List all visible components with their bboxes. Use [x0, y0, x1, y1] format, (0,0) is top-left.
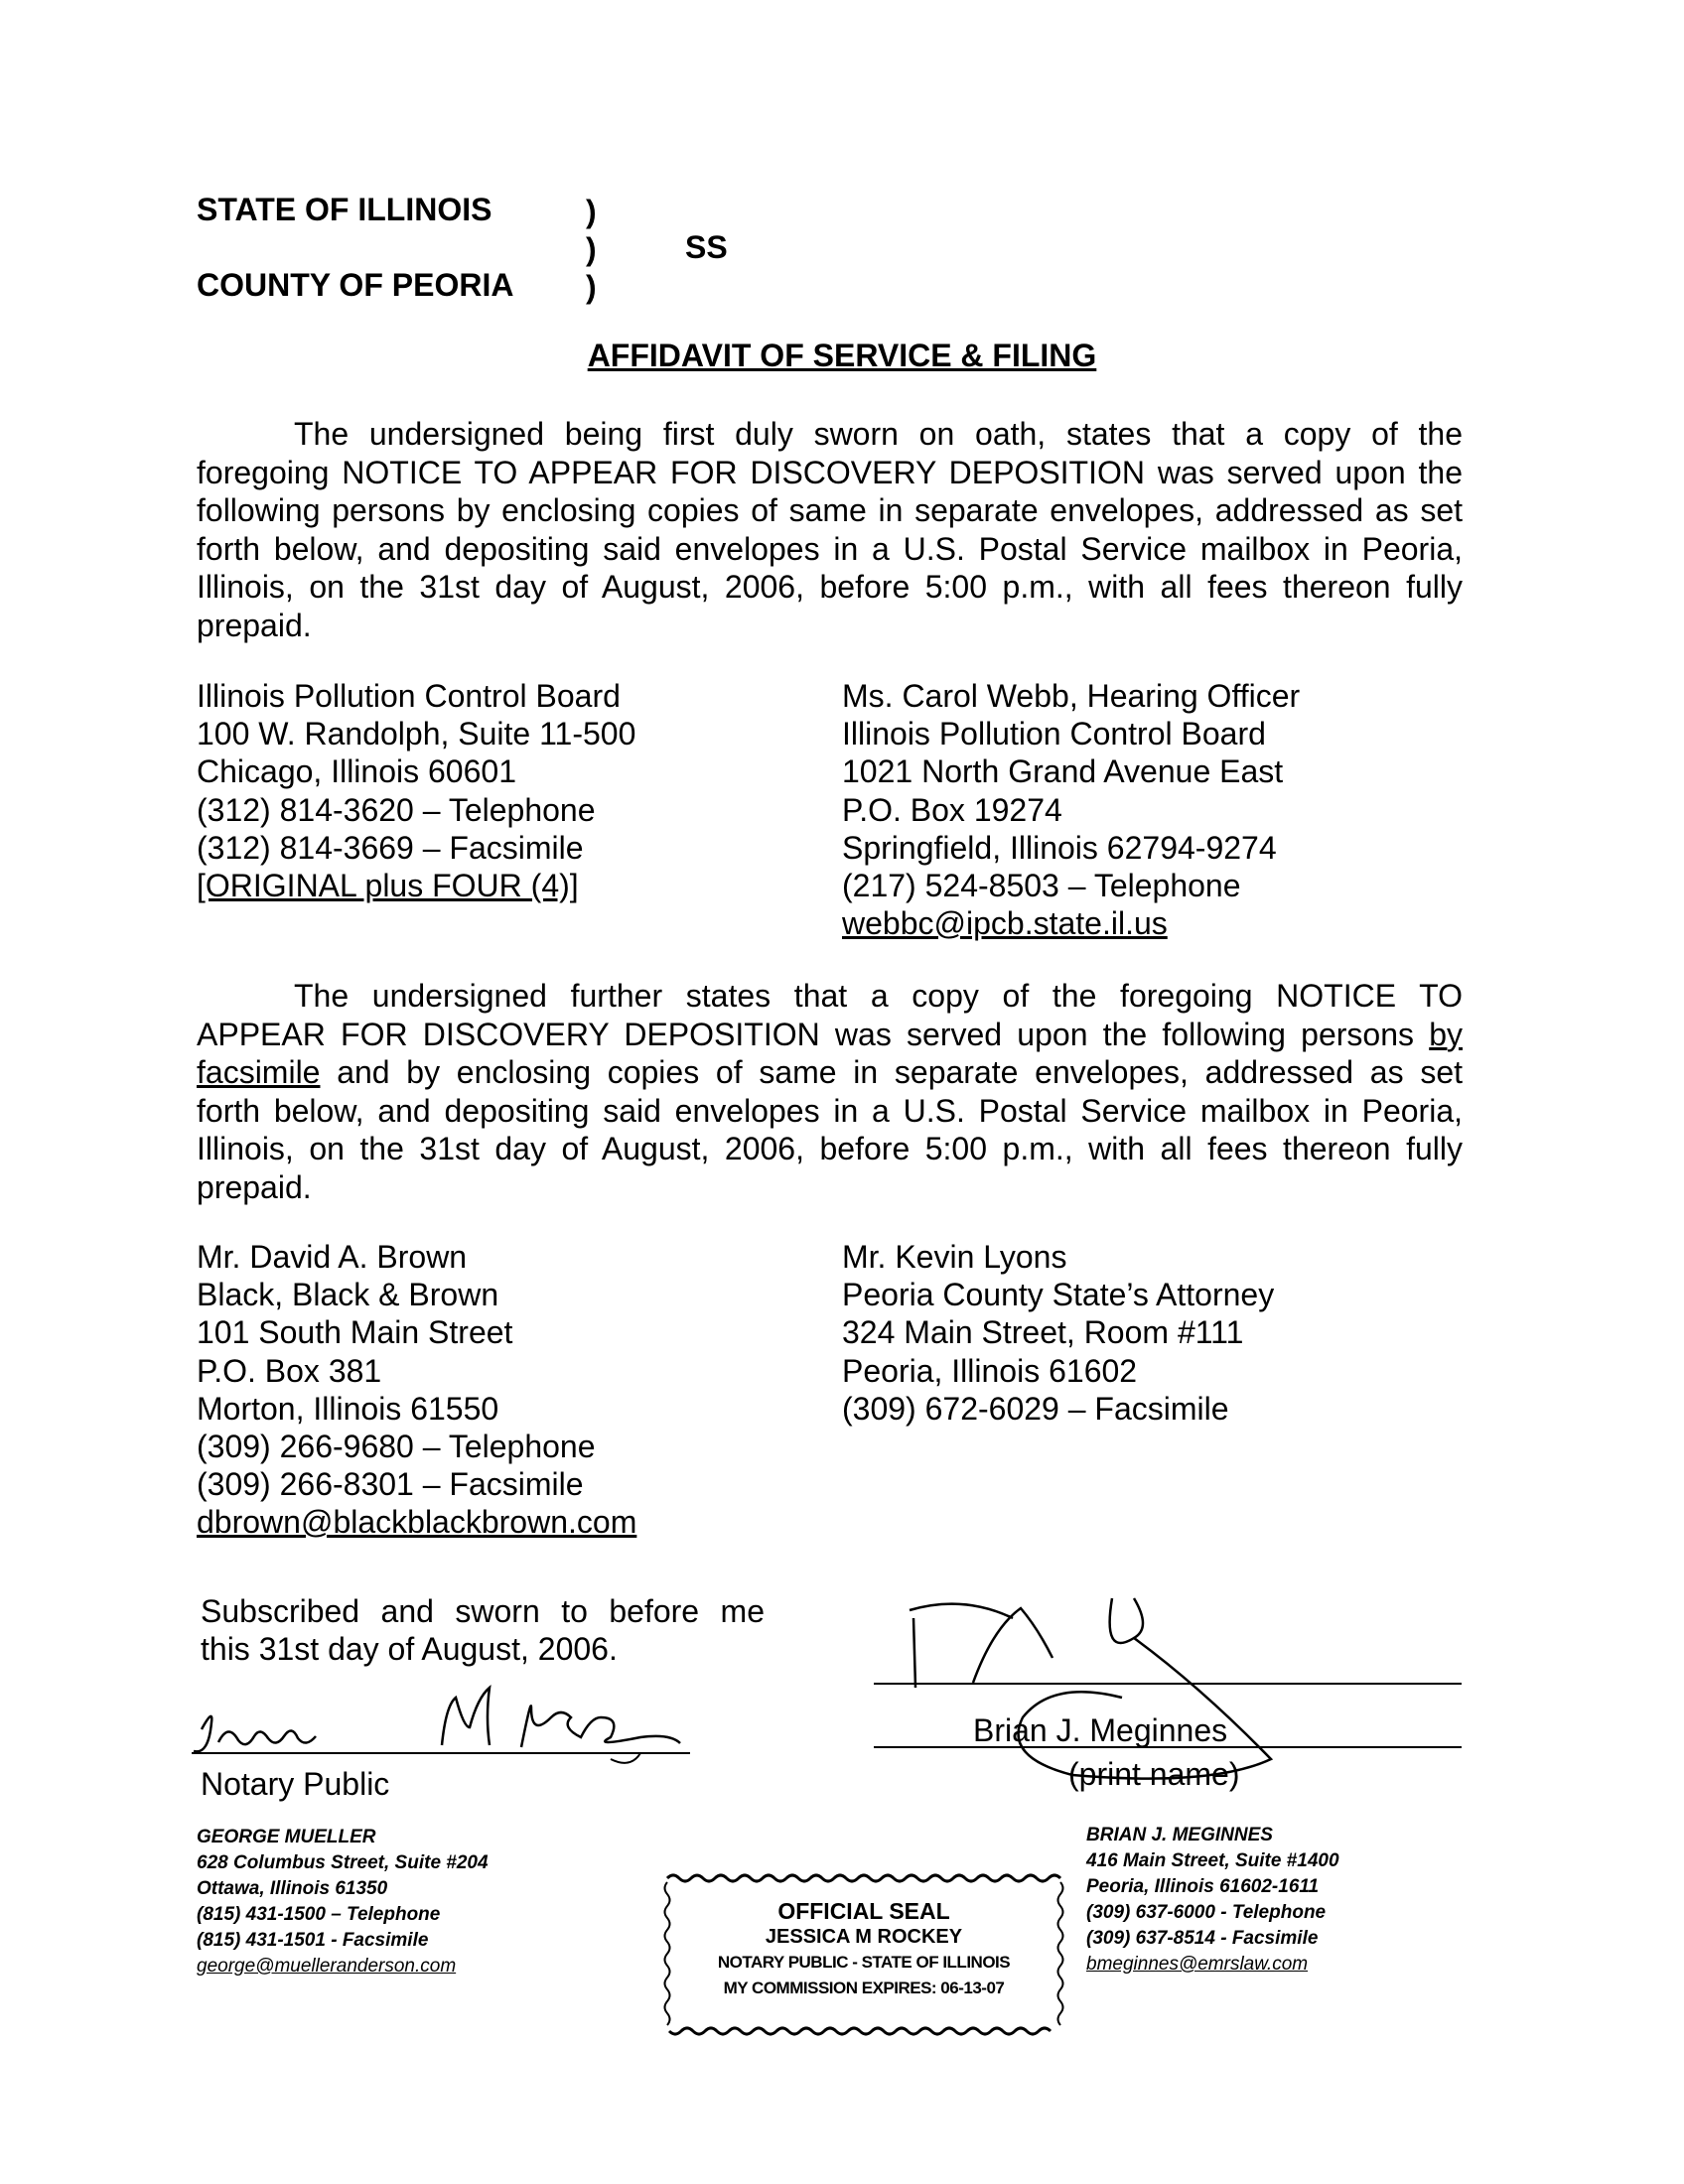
caption-paren-3: ): [586, 269, 597, 305]
county-caption: COUNTY OF PEORIA: [197, 267, 514, 303]
attorney-line: GEORGE MUELLER: [197, 1827, 376, 1847]
attorney-line: (815) 431-1501 - Facsimile: [197, 1930, 429, 1951]
address-line: (217) 524-8503 – Telephone: [842, 868, 1241, 904]
para1-line-4: forth below, and depositing said envelopes in a U.S. Postal Service mailbox in Peoria,: [197, 530, 1463, 567]
attorney-line: (815) 431-1500 – Telephone: [197, 1904, 441, 1925]
attorney-line: (309) 637-8514 - Facsimile: [1086, 1928, 1319, 1949]
service-paragraph-1: [197, 415, 1463, 644]
notary-signature: [184, 1668, 700, 1777]
jurat-line-1: Subscribed and sworn to before me: [201, 1593, 765, 1629]
address-line: Ms. Carol Webb, Hearing Officer: [842, 678, 1301, 714]
para1-line-1: The undersigned being first duly sworn on oath, states that a copy of the: [294, 416, 1463, 452]
address-line: Morton, Illinois 61550: [197, 1390, 499, 1427]
attorney-block-mueller: [197, 1825, 489, 1979]
address-line: (312) 814-3620 – Telephone: [197, 791, 596, 828]
para2-line-3: [197, 1053, 1463, 1092]
address-line: [ORIGINAL plus FOUR (4)]: [197, 868, 579, 904]
para1-line-3: following persons by enclosing copies of same in separate envelopes, addressed as set: [197, 492, 1463, 528]
para2-line-2: [197, 1016, 1463, 1054]
attorney-line: 628 Columbus Street, Suite #204: [197, 1852, 489, 1873]
address-line: 324 Main Street, Room #111: [842, 1314, 1244, 1351]
address-line: Illinois Pollution Control Board: [842, 716, 1266, 752]
address-line: P.O. Box 19274: [842, 791, 1062, 828]
notary-public-label: Notary Public: [201, 1766, 390, 1802]
address-line: P.O. Box 381: [197, 1352, 382, 1389]
recipient-kevin-lyons: [842, 1238, 1274, 1428]
address-line: Mr. David A. Brown: [197, 1239, 468, 1275]
seal-line-2: JESSICA M ROCKEY: [765, 1926, 963, 1948]
ss-label: SS: [685, 229, 728, 265]
address-line: Springfield, Illinois 62794-9274: [842, 829, 1277, 866]
seal-line-1: OFFICIAL SEAL: [777, 1898, 950, 1924]
address-line: Peoria County State’s Attorney: [842, 1277, 1275, 1313]
email-link[interactable]: webbc@ipcb.state.il.us: [842, 905, 1168, 942]
address-line: 100 W. Randolph, Suite 11-500: [197, 716, 636, 752]
email-link[interactable]: bmeginnes@emrslaw.com: [1086, 1954, 1309, 1975]
print-name-label: (print name): [1068, 1756, 1240, 1792]
recipient-hearing-officer: [842, 677, 1300, 942]
para2-line-6: prepaid.: [197, 1168, 312, 1205]
para2-line-1: The undersigned further states that a copy of the foregoing NOTICE TO: [294, 978, 1463, 1014]
attorney-line: (309) 637-6000 - Telephone: [1086, 1902, 1327, 1923]
para1-line-2: foregoing NOTICE TO APPEAR FOR DISCOVERY DEPOSITION was served upon the: [197, 454, 1463, 490]
address-line: Illinois Pollution Control Board: [197, 678, 621, 714]
attorney-line: BRIAN J. MEGINNES: [1086, 1825, 1273, 1845]
address-line: Peoria, Illinois 61602: [842, 1352, 1138, 1389]
address-line: (309) 266-8301 – Facsimile: [197, 1466, 584, 1503]
para2-line-4: forth below, and depositing said envelopes in a U.S. Postal Service mailbox in Peoria,: [197, 1092, 1463, 1129]
service-paragraph-2: [197, 977, 1463, 1206]
email-link[interactable]: dbrown@blackblackbrown.com: [197, 1504, 637, 1541]
caption-paren-2: ): [586, 231, 597, 267]
by-facsimile-underline: by: [1429, 1016, 1464, 1052]
facsimile-underline: facsimile: [197, 1054, 321, 1090]
para2-line-5: Illinois, on the 31st day of August, 2006, before 5:00 p.m., with all fees thereon fully: [197, 1131, 1463, 1166]
document-title: AFFIDAVIT OF SERVICE & FILING: [587, 338, 1097, 373]
state-caption: STATE OF ILLINOIS: [197, 192, 492, 227]
address-line: Black, Black & Brown: [197, 1277, 499, 1313]
address-line: (309) 672-6029 – Facsimile: [842, 1390, 1229, 1427]
para2-line-3-text: and by enclosing copies of same in separate envelopes, addressed as set: [337, 1054, 1464, 1090]
address-line: (312) 814-3669 – Facsimile: [197, 829, 584, 866]
attorney-line: Peoria, Illinois 61602-1611: [1086, 1876, 1320, 1897]
seal-line-3: NOTARY PUBLIC - STATE OF ILLINOIS: [717, 1953, 1011, 1972]
jurat-text: [201, 1592, 765, 1668]
para2-line-2-text: APPEAR FOR DISCOVERY DEPOSITION was served upon the following persons: [197, 1016, 1414, 1052]
signer-name: Brian J. Meginnes: [973, 1712, 1228, 1748]
attorney-block-meginnes: [1086, 1823, 1339, 1978]
address-line: 101 South Main Street: [197, 1314, 513, 1351]
jurat-line-2: this 31st day of August, 2006.: [201, 1631, 618, 1668]
attorney-line: 416 Main Street, Suite #1400: [1086, 1850, 1339, 1871]
address-line: Chicago, Illinois 60601: [197, 753, 516, 790]
caption-paren-1: ): [586, 194, 597, 229]
email-link[interactable]: george@muelleranderson.com: [197, 1956, 457, 1977]
address-line: (309) 266-9680 – Telephone: [197, 1429, 596, 1465]
address-line: Mr. Kevin Lyons: [842, 1239, 1067, 1275]
attorney-line: Ottawa, Illinois 61350: [197, 1878, 388, 1899]
seal-line-4: MY COMMISSION EXPIRES: 06-13-07: [723, 1979, 1005, 1997]
para1-line-5: Illinois, on the 31st day of August, 2006, before 5:00 p.m., with all fees thereon fully: [197, 569, 1463, 605]
para1-line-6: prepaid.: [197, 607, 312, 643]
address-line: 1021 North Grand Avenue East: [842, 753, 1284, 790]
recipient-ipcb-chicago: [197, 677, 635, 904]
recipient-david-brown: [197, 1238, 636, 1542]
official-seal: [675, 1898, 1052, 2001]
